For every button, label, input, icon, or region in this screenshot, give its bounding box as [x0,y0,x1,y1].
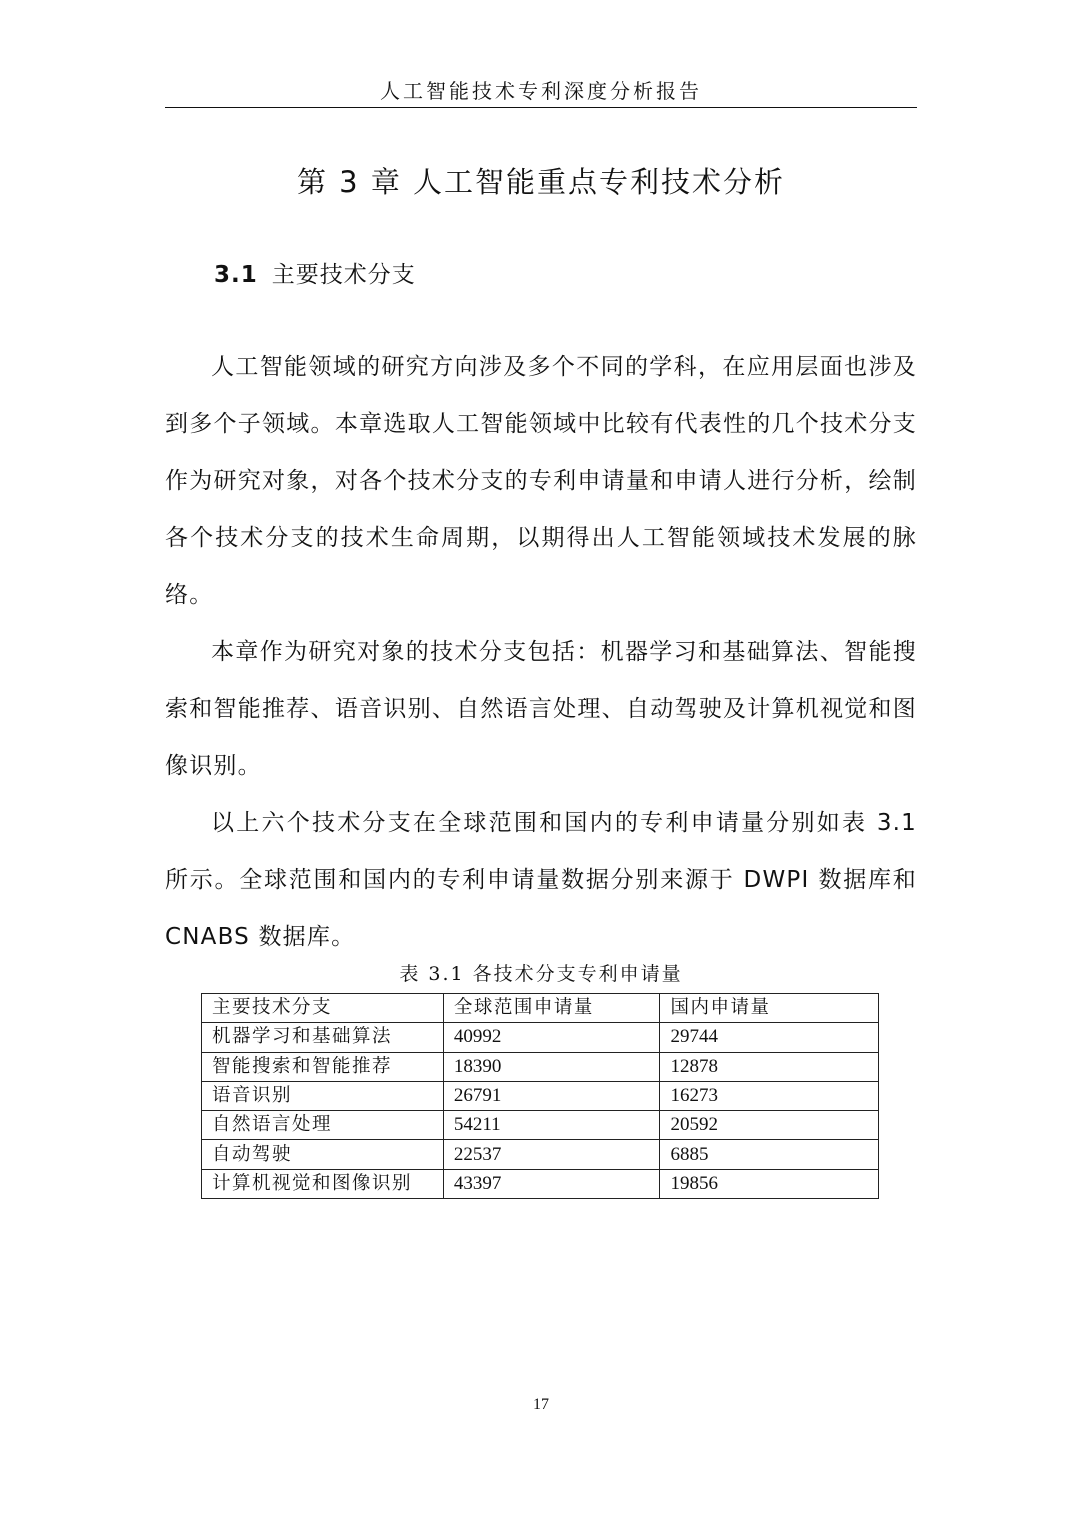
cell-global: 18390 [443,1052,660,1081]
cell-domestic: 19856 [660,1169,879,1198]
table-row [202,1111,879,1140]
paragraph-3: 以上六个技术分支在全球范围和国内的专利申请量分别如表 3.1 所示。全球范围和国内的专利申请量数据分别来源于 DWPI 数据库和 CNABS 数据库。 [165,810,917,950]
section-heading [214,255,416,295]
cell-global: 54211 [443,1111,660,1140]
cell-domestic: 12878 [660,1052,879,1081]
cell-domestic: 6885 [660,1140,879,1169]
paragraph-1: 人工智能领域的研究方向涉及多个不同的学科，在应用层面也涉及到多个子领域。本章选取人工智能领域中比较有代表性的几个技术分支作为研究对象，对各个技术分支的专利申请量和申请人进行分析，绘制各个技术分支的技术生命周期，以期得出人工智能领域技术发展的脉络。 [165,354,917,608]
header-domestic: 国内申请量 [660,994,879,1023]
cell-branch: 自然语言处理 [202,1111,444,1140]
table-row [202,1081,879,1110]
header-global: 全球范围申请量 [443,994,660,1023]
section-title: 主要技术分支 [271,262,416,288]
cell-branch: 计算机视觉和图像识别 [202,1169,444,1198]
cell-domestic: 16273 [660,1081,879,1110]
body-text [165,339,917,966]
table-header-row [202,994,879,1023]
table-row [202,1169,879,1198]
header-rule [165,107,917,108]
patent-applications-table [201,993,879,1199]
table-row [202,1023,879,1052]
cell-domestic: 29744 [660,1023,879,1052]
table-row [202,1052,879,1081]
running-header: 人工智能技术专利深度分析报告 [380,79,702,103]
header-branch: 主要技术分支 [202,994,444,1023]
table-row [202,1140,879,1169]
cell-global: 43397 [443,1169,660,1198]
paragraph-2: 本章作为研究对象的技术分支包括：机器学习和基础算法、智能搜索和智能推荐、语音识别、自然语言处理、自动驾驶及计算机视觉和图像识别。 [165,639,917,779]
cell-branch: 机器学习和基础算法 [202,1023,444,1052]
cell-domestic: 20592 [660,1111,879,1140]
cell-branch: 语音识别 [202,1081,444,1110]
cell-global: 22537 [443,1140,660,1169]
cell-branch: 自动驾驶 [202,1140,444,1169]
cell-global: 40992 [443,1023,660,1052]
page-number: 17 [533,1396,549,1413]
table-caption: 表 3.1 各技术分支专利申请量 [399,963,683,985]
section-number: 3.1 [214,262,258,288]
cell-branch: 智能搜索和智能推荐 [202,1052,444,1081]
chapter-title: 第 3 章 人工智能重点专利技术分析 [296,165,786,199]
cell-global: 26791 [443,1081,660,1110]
